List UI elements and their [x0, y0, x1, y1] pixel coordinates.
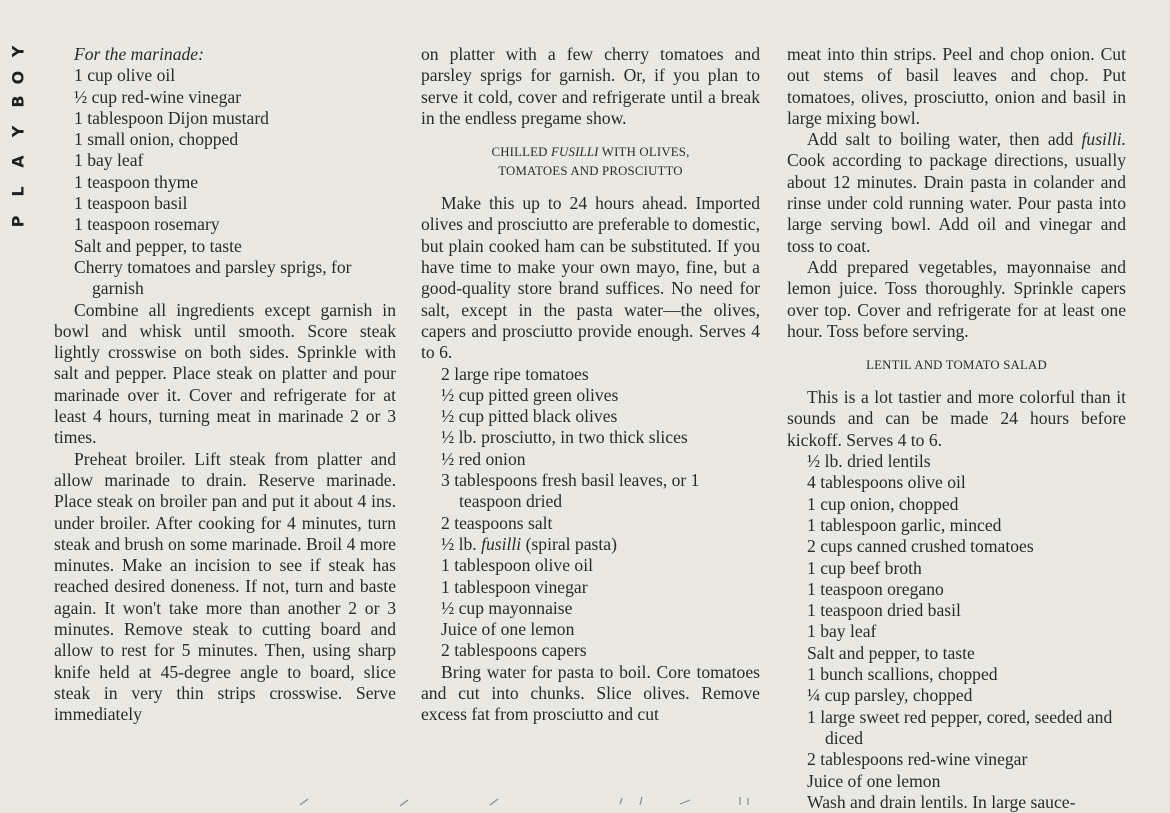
ingredient-line: 1 teaspoon thyme [74, 171, 199, 192]
heading-text: CHILLED [491, 145, 552, 160]
ingredient-line: Salt and pepper, to taste [807, 642, 975, 663]
ingredient-line: Cherry tomatoes and parsley sprigs, for garnish [74, 256, 352, 299]
instruction-paragraph: Bring water for pasta to boil. Core tomatoes and cut into chunks. Slice olives. Remove excess fat from prosciutto and cut [421, 661, 760, 725]
instruction-paragraph: meat into thin strips. Peel and chop onion. Cut out stems of basil leaves and chop. Put tomatoes, olives, prosciutto, onion and basil in large mixing bowl. [787, 44, 1126, 128]
ingredient-text-italic: fusilli [481, 533, 522, 554]
column-2 [421, 44, 760, 726]
recipe-heading-fusilli [421, 143, 760, 181]
ingredient-line: 1 tablespoon olive oil [441, 555, 593, 576]
paragraph-text-italic: fusilli. [1081, 129, 1126, 150]
ingredient-line: 1 tablespoon Dijon mustard [74, 107, 269, 128]
ingredient-line: 1 large sweet red pepper, cored, seeded and diced [807, 706, 1113, 748]
ingredient-line: 1 teaspoon dried basil [807, 600, 961, 621]
spine-letter: A [8, 155, 28, 168]
ingredient-line: ½ cup red-wine vinegar [74, 86, 242, 107]
ingredient-line: 2 tablespoons capers [441, 640, 587, 661]
instruction-paragraph: Wash and drain lentils. In large sauce- [807, 791, 1076, 812]
ingredient-line: ½ lb. prosciutto, in two thick slices [441, 427, 688, 448]
spine-letter: Y [8, 125, 28, 138]
ingredient-line: 1 tablespoon garlic, minced [807, 514, 1002, 535]
ingredient-line: ¼ cup parsley, chopped [807, 685, 973, 706]
ingredient-line: 2 teaspoons salt [441, 512, 553, 533]
ingredient-line: 1 teaspoon rosemary [74, 214, 220, 235]
spine-letter: L [8, 186, 28, 197]
paragraph-text: Cook according to package directions, usually about 12 minutes. Drain pasta in colander and rinse under cold running water. Pour pasta into large serving bowl. Add oil and vinegar and toss to coat. [787, 150, 1126, 256]
ingredient-line: 2 large ripe tomatoes [441, 363, 589, 384]
ingredient-line: 1 cup onion, chopped [807, 493, 959, 514]
instruction-paragraph: Combine all ingredients except garnish in bowl and whisk until smooth. Score steak lightly crosswise on both sides. Sprinkle with salt and pepper. Place steak on platter and pour marinade over it. Cover and refrigerate for at least 4 hours, turning meat in marinade 2 or 3 times. [54, 299, 396, 448]
ingredient-line: 1 bay leaf [807, 621, 877, 642]
heading-text: WITH OLIVES, [598, 145, 690, 160]
recipe-heading-lentil: LENTIL AND TOMATO SALAD [866, 358, 1047, 373]
heading-text: TOMATOES AND PROSCIUTTO [498, 164, 683, 179]
instruction-paragraph: Preheat broiler. Lift steak from platter and allow marinade to drain. Reserve marinade. Place steak on broiler pan and put it about 4 ins. under broiler. After cooking for 4 minutes, turn steak and brush on some marinade. Broil 4 more minutes. Make an incision to see if steak has reached desired doneness. If not, turn and baste again. It won't take more than another 2 or 3 minutes. Remove steak to cutting board and allow to rest for 5 minutes. Then, using sharp knife held at 45-degree angle to board, slice steak in very thin strips crosswise. Serve immediately [54, 448, 396, 725]
instruction-paragraph [787, 129, 1126, 257]
spine-letter: O [8, 70, 28, 85]
spine-letter: B [8, 95, 28, 108]
ingredient-line: 2 cups canned crushed tomatoes [807, 536, 1034, 557]
ingredient-line: 4 tablespoons olive oil [807, 472, 966, 493]
scan-artifact-marks [270, 795, 770, 807]
paragraph-text: Add salt to boiling water, then add [807, 129, 1082, 150]
intro-paragraph: This is a lot tastier and more colorful than it sounds and can be made 24 hours before kickoff. Serves 4 to 6. [787, 387, 1126, 450]
instruction-paragraph: Add prepared vegetables, mayonnaise and lemon juice. Toss thoroughly. Sprinkle capers over top. Cover and refrigerate for at least one hour. Toss before serving. [787, 256, 1126, 341]
ingredient-line: ½ lb. dried lentils [807, 451, 931, 472]
ingredient-line: ½ cup pitted black olives [441, 406, 618, 427]
ingredient-line: 1 cup beef broth [807, 557, 922, 578]
ingredient-line: 3 tablespoons fresh basil leaves, or 1 teaspoon dried [441, 470, 700, 512]
ingredient-line: 1 bay leaf [74, 150, 144, 171]
instruction-paragraph: on platter with a few cherry tomatoes and parsley sprigs for garnish. Or, if you plan to serve it cold, cover and refrigerate until a break in the endless pregame show. [421, 44, 760, 128]
ingredient-line: Salt and pepper, to taste [74, 235, 242, 256]
ingredient-line: 1 small onion, chopped [74, 129, 239, 150]
column-3 [787, 44, 1126, 813]
spine-letter: Y [8, 45, 28, 58]
ingredient-text: (spiral pasta) [521, 533, 617, 554]
ingredient-line: Juice of one lemon [807, 770, 941, 791]
ingredient-line: 2 tablespoons red-wine vinegar [807, 749, 1028, 770]
spine-letter: P [8, 215, 28, 228]
ingredient-line: Juice of one lemon [441, 619, 575, 640]
ingredient-line: 1 tablespoon vinegar [441, 576, 588, 597]
ingredient-line: 1 teaspoon basil [74, 193, 188, 214]
ingredient-line: 1 bunch scallions, chopped [807, 664, 998, 685]
marinade-heading: For the marinade: [74, 44, 204, 64]
magazine-spine-label [0, 30, 36, 270]
ingredient-line: 1 cup olive oil [74, 65, 176, 86]
ingredient-line: ½ cup mayonnaise [441, 597, 573, 618]
column-1 [54, 44, 396, 726]
ingredient-line: ½ cup pitted green olives [441, 384, 619, 405]
ingredient-line: 1 teaspoon oregano [807, 578, 944, 599]
ingredient-line: ½ red onion [441, 448, 526, 469]
intro-paragraph: Make this up to 24 hours ahead. Imported olives and prosciutto are preferable to domestic, but plain cooked ham can be substituted. If you have time to make your own mayo, fine, but a good-quality store brand suffices. No need for salt, except in the pasta water—the olives, capers and prosciutto provide enough. Serves 4 to 6. [421, 193, 760, 363]
ingredient-line [421, 534, 760, 555]
heading-text-italic: FUSILLI [551, 145, 599, 160]
ingredient-text: ½ lb. [441, 533, 482, 554]
